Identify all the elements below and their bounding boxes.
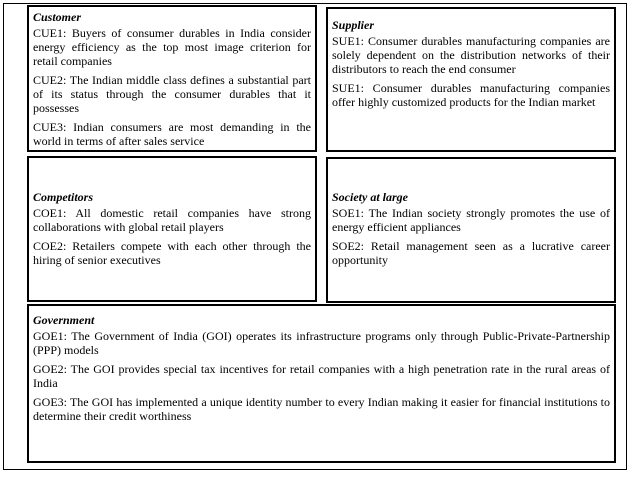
society-title: Society at large	[332, 190, 408, 204]
supplier-title: Supplier	[332, 18, 375, 32]
competitors-box	[27, 156, 317, 302]
supplier-item-sue1: SUE1: Consumer durables manufacturing companies are solely dependent on the distribution networks of their distributors to reach the end consumer	[332, 34, 610, 76]
government-item-goe2: GOE2: The GOI provides special tax incentives for retail companies with a high penetration rate in the rural areas of India	[33, 362, 610, 390]
customer-item-cue1: CUE1: Buyers of consumer durables in India consider energy efficiency as the top most image criterion for retail companies	[33, 26, 311, 68]
customer-item-cue2: CUE2: The Indian middle class defines a substantial part of its status through the consumer durables that it possesses	[33, 73, 311, 115]
supplier-box	[326, 7, 616, 152]
society-item-soe1: SOE1: The Indian society strongly promotes the use of energy efficient appliances	[332, 206, 610, 234]
competitors-item-coe1: COE1: All domestic retail companies have strong collaborations with global retail players	[33, 206, 311, 234]
competitors-title: Competitors	[33, 190, 94, 204]
society-box	[326, 157, 616, 303]
government-item-goe3: GOE3: The GOI has implemented a unique identity number to every Indian making it easier for financial institutions to determine their credit worthiness	[33, 395, 610, 423]
customer-item-cue3: CUE3: Indian consumers are most demanding in the world in terms of after sales service	[33, 120, 311, 148]
government-item-goe1: GOE1: The Government of India (GOI) operates its infrastructure programs only through Public-Private-Partnership (PPP) models	[33, 329, 610, 357]
government-box	[27, 304, 616, 463]
customer-title: Customer	[33, 10, 82, 24]
society-item-soe2: SOE2: Retail management seen as a lucrative career opportunity	[332, 239, 610, 267]
customer-box	[27, 5, 317, 152]
supplier-item-sue1-second: SUE1: Consumer durables manufacturing companies offer highly customized products for the Indian market	[332, 81, 610, 109]
competitors-item-coe2: COE2: Retailers compete with each other through the hiring of senior executives	[33, 239, 311, 267]
government-title: Government	[33, 313, 95, 327]
